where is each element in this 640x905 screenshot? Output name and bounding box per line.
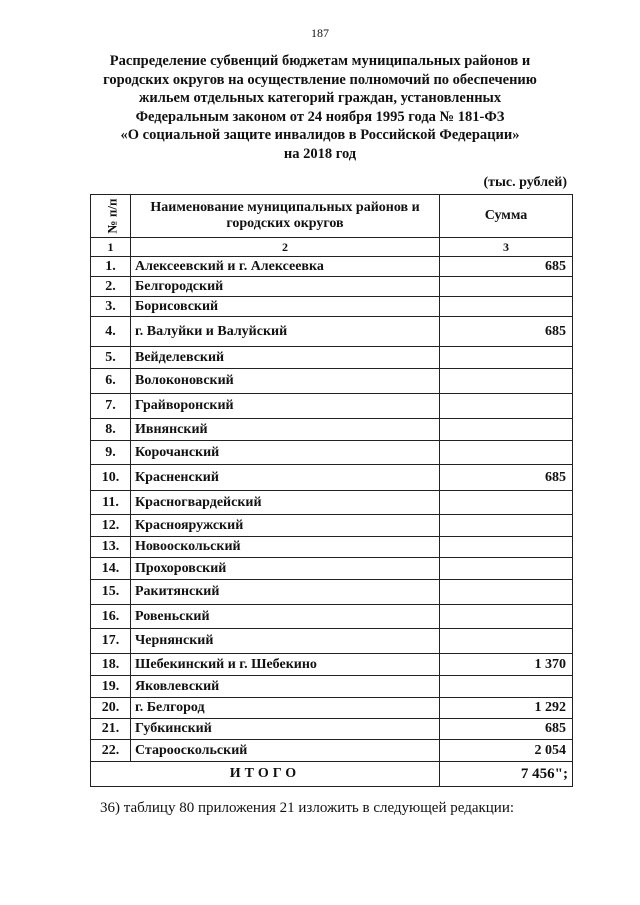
total-label: ИТОГО <box>91 762 440 787</box>
table-row <box>91 515 573 537</box>
table-row <box>91 465 573 491</box>
row-sum <box>440 605 573 629</box>
row-name: г. Белгород <box>131 698 440 719</box>
row-name: Шебекинский и г. Шебекино <box>131 654 440 676</box>
table-row <box>91 419 573 441</box>
row-sum <box>440 347 573 369</box>
row-name: Чернянский <box>131 629 440 654</box>
row-number: 9. <box>91 441 131 465</box>
row-sum <box>440 419 573 441</box>
row-number: 15. <box>91 580 131 605</box>
total-sum: 7 456"; <box>440 762 573 787</box>
row-number: 10. <box>91 465 131 491</box>
row-number: 22. <box>91 740 131 762</box>
table-row <box>91 441 573 465</box>
row-sum <box>440 515 573 537</box>
row-sum: 685 <box>440 257 573 277</box>
row-sum <box>440 369 573 394</box>
row-sum: 685 <box>440 317 573 347</box>
row-name: Прохоровский <box>131 558 440 580</box>
table-row <box>91 317 573 347</box>
row-number: 4. <box>91 317 131 347</box>
row-number: 7. <box>91 394 131 419</box>
row-name: Борисовский <box>131 297 440 317</box>
row-number: 3. <box>91 297 131 317</box>
row-name: Ровеньский <box>131 605 440 629</box>
row-name: Старооскольский <box>131 740 440 762</box>
row-sum <box>440 676 573 698</box>
column-index: 2 <box>131 238 440 257</box>
table-row <box>91 629 573 654</box>
row-sum <box>440 537 573 558</box>
row-number: 6. <box>91 369 131 394</box>
row-name: Белгородский <box>131 277 440 297</box>
row-sum <box>440 394 573 419</box>
page-number: 187 <box>311 26 329 40</box>
footer-text: 36) таблицу 80 приложения 21 изложить в следующей редакции: <box>100 800 515 816</box>
row-name: Новооскольский <box>131 537 440 558</box>
table-header-row <box>91 195 573 238</box>
table-row <box>91 394 573 419</box>
table-row <box>91 297 573 317</box>
row-sum <box>440 580 573 605</box>
row-number: 14. <box>91 558 131 580</box>
row-sum <box>440 441 573 465</box>
row-number: 1. <box>91 257 131 277</box>
row-number: 12. <box>91 515 131 537</box>
table-row <box>91 605 573 629</box>
row-name: Алексеевский и г. Алексеевка <box>131 257 440 277</box>
row-number: 21. <box>91 719 131 740</box>
table-row <box>91 491 573 515</box>
header-number: № п/п <box>91 195 131 238</box>
row-name: Волоконовский <box>131 369 440 394</box>
row-number: 13. <box>91 537 131 558</box>
row-number: 17. <box>91 629 131 654</box>
table-row <box>91 719 573 740</box>
title-line: на 2018 год <box>283 145 357 162</box>
row-sum: 685 <box>440 719 573 740</box>
document-title <box>80 52 560 164</box>
table-row <box>91 740 573 762</box>
row-sum <box>440 491 573 515</box>
table-row <box>91 558 573 580</box>
title-line: Распределение субвенций бюджетам муниципальных районов и <box>109 53 531 69</box>
allocation-table <box>90 194 573 787</box>
title-line: «О социальной защите инвалидов в Российской Федерации» <box>120 127 520 144</box>
table-row <box>91 580 573 605</box>
title-line: городских округов на осуществление полномочий по обеспечению <box>103 71 537 88</box>
row-number: 8. <box>91 419 131 441</box>
total-row <box>91 762 573 787</box>
row-sum: 2 054 <box>440 740 573 762</box>
row-name: г. Валуйки и Валуйский <box>131 317 440 347</box>
table-row <box>91 369 573 394</box>
title-line: жильем отдельных категорий граждан, установленных <box>138 90 502 107</box>
row-name: Губкинский <box>131 719 440 740</box>
header-sum: Сумма <box>440 195 573 238</box>
row-sum <box>440 297 573 317</box>
row-name: Корочанский <box>131 441 440 465</box>
row-number: 2. <box>91 277 131 297</box>
row-number: 11. <box>91 491 131 515</box>
column-index-row <box>91 238 573 257</box>
row-sum <box>440 558 573 580</box>
row-name: Ивнянский <box>131 419 440 441</box>
header-name: Наименование муниципальных районов и городских округов <box>131 195 440 238</box>
row-number: 19. <box>91 676 131 698</box>
row-name: Красногвардейский <box>131 491 440 515</box>
row-name: Грайворонский <box>131 394 440 419</box>
row-sum: 1 370 <box>440 654 573 676</box>
row-number: 16. <box>91 605 131 629</box>
row-number: 5. <box>91 347 131 369</box>
table-row <box>91 654 573 676</box>
row-sum <box>440 629 573 654</box>
row-name: Яковлевский <box>131 676 440 698</box>
table-row <box>91 347 573 369</box>
table-row <box>91 698 573 719</box>
row-number: 20. <box>91 698 131 719</box>
units-label: (тыс. рублей) <box>483 175 567 190</box>
table-row <box>91 676 573 698</box>
row-sum <box>440 277 573 297</box>
row-number: 18. <box>91 654 131 676</box>
title-line: Федеральным законом от 24 ноября 1995 года № 181-ФЗ <box>135 108 505 125</box>
row-name: Ракитянский <box>131 580 440 605</box>
table-row <box>91 277 573 297</box>
row-name: Красненский <box>131 465 440 491</box>
table-row <box>91 537 573 558</box>
row-sum: 685 <box>440 465 573 491</box>
column-index: 3 <box>440 238 573 257</box>
column-index: 1 <box>91 238 131 257</box>
row-sum: 1 292 <box>440 698 573 719</box>
row-name: Вейделевский <box>131 347 440 369</box>
table-row <box>91 257 573 277</box>
row-name: Краснояружский <box>131 515 440 537</box>
